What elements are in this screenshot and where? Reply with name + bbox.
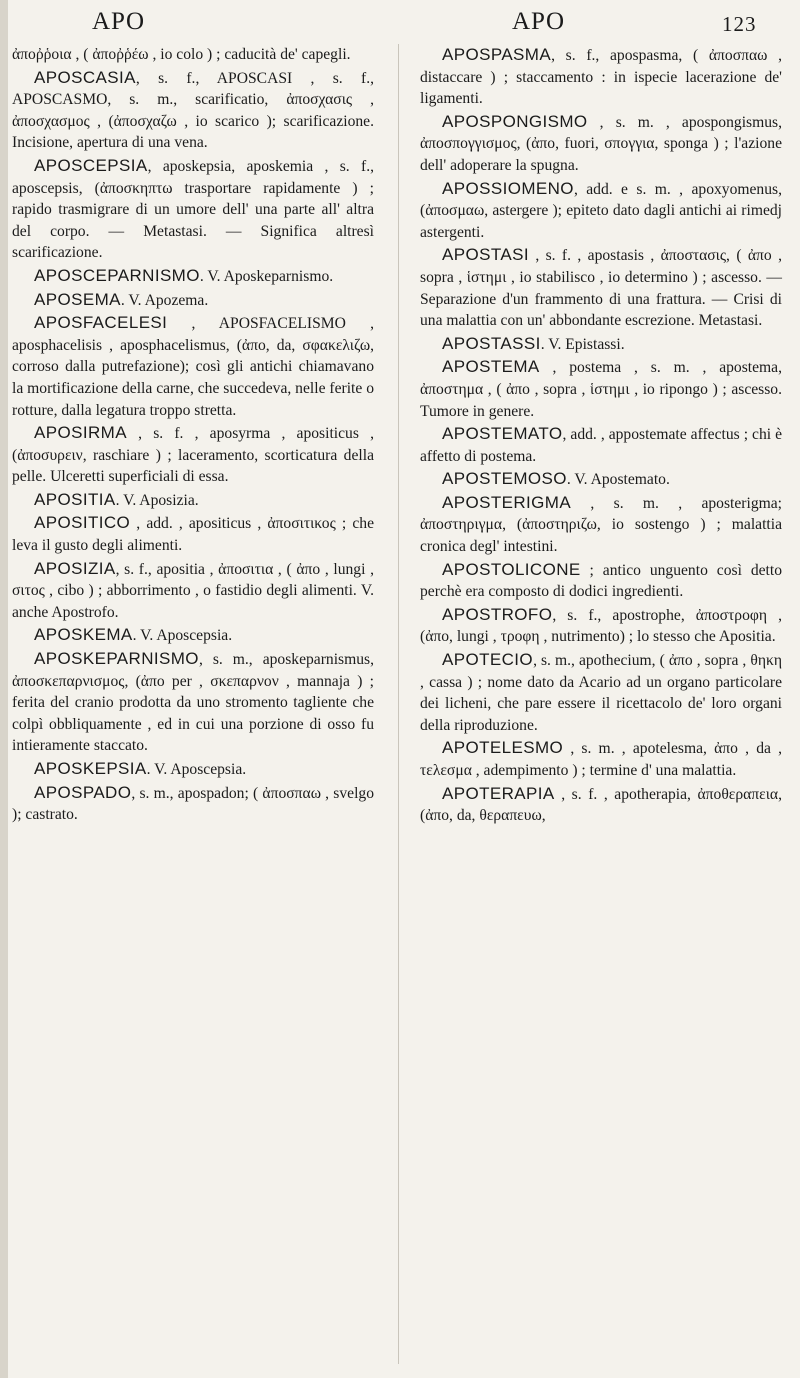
entry-lemma: APOSKEMA — [34, 625, 133, 645]
dictionary-entry — [12, 624, 374, 647]
dictionary-entry — [12, 558, 374, 624]
dictionary-entry — [420, 468, 782, 491]
dictionary-entry — [12, 648, 374, 757]
entry-lemma: APOTELESMO — [442, 738, 564, 758]
dictionary-entry — [12, 155, 374, 264]
dictionary-entry — [420, 356, 782, 422]
entry-lemma: APOSEMA — [34, 289, 121, 309]
entry-lemma: APOTECIO — [442, 650, 534, 670]
entry-definition: , s. m., apospadon; ( ἀποσπαω , svelgo ); castrato. — [12, 784, 374, 824]
dictionary-entry — [12, 312, 374, 421]
entry-lemma: APOSKEPARNISMO — [34, 649, 199, 669]
entry-lemma: APOSTEMOSO — [442, 469, 567, 489]
column-gutter — [398, 44, 399, 1364]
entry-definition: , s. m., aposkeparnismus, ἀποσκεπαρνισμος, (ἀπο per , σκεπαρνον , mannaja ) ; ferita del cranio prodotta da uno stromento tagliente che colpì obbliquamente , ed in cui una porzione di osso fu intieramente staccato. — [12, 651, 374, 755]
dictionary-entry — [420, 492, 782, 558]
dictionary-entry — [420, 244, 782, 331]
dictionary-entry — [12, 489, 374, 512]
right-column — [420, 44, 782, 828]
entry-definition: . V. Aposcepsia. — [146, 761, 247, 778]
entry-lemma: APOSITICO — [34, 513, 131, 533]
entry-lemma: APOSTASI — [442, 245, 529, 265]
entry-definition: , postema , s. m. , apostema, ἀποστημα , ( ἀπο , sopra , ἱστημι , io ripongo ) ; ascesso. Tumore in genere. — [420, 359, 782, 420]
entry-lemma: APOSPADO — [34, 782, 132, 802]
dictionary-entry — [420, 178, 782, 244]
entry-definition: , s. f. , apotherapia, ἀποθεραπεια, (ἀπο, da, θεραπευω, — [420, 785, 782, 825]
dictionary-entry — [420, 783, 782, 827]
dictionary-entry — [420, 423, 782, 467]
entry-definition: . V. Apostemato. — [566, 471, 670, 489]
entry-definition: , aposkepsia, aposkemia , s. f., aposcepsis, (ἀποσκηπτω trasportare rapidamente ) ; rapido trasmigrare di un umore dell' una parte all' altra del corpo. — Metastasi. — Significa altresì scarificazione. — [12, 157, 374, 262]
entry-lemma: APOSCEPSIA — [34, 155, 148, 175]
left-column — [12, 44, 374, 827]
entry-lemma: APOSPASMA — [442, 45, 552, 64]
page-edge — [0, 0, 8, 1378]
entry-lemma: APOSKEPSIA — [34, 759, 147, 778]
entry-definition: , s. m., apothecium, ( ἀπο , sopra , θηκη , cassa ) ; nome dato da Acario ad un organo particolare dei licheni, che pare essere il ricettacolo de' loro organi della riproduzione. — [420, 652, 782, 734]
entry-definition: . V. Apozema. — [120, 291, 209, 309]
entry-lemma: APOSIRMA — [34, 423, 127, 443]
dictionary-entry — [12, 289, 374, 312]
entry-lemma: APOSTASSI — [442, 333, 541, 353]
dictionary-entry — [12, 422, 374, 488]
entry-definition: , s. f., apospasma, ( ἀποσπαω , distaccare ) ; staccamento : in ispecie lacerazione de' ligamenti. — [420, 47, 782, 108]
dictionary-entry — [12, 782, 374, 826]
entry-lemma: APOSTEMA — [442, 357, 540, 377]
entry-lemma: APOSTOLICONE — [442, 559, 581, 579]
entry-lemma: APOSCEPARNISMO — [34, 265, 200, 285]
entry-definition: , s. f., APOSCASI , s. f., APOSCASMO, s. m., scarificatio, ἀποσχασις , ἀποσχασμος , (ἀποσχαζω , io scarico ); scarificazione. Incisione, apertura di una vena. — [12, 69, 374, 152]
entry-lemma: APOSTEMATO — [442, 424, 563, 444]
entry-lemma: APOTERAPIA — [442, 783, 555, 803]
entry-definition: . V. Aposizia. — [115, 491, 199, 509]
dictionary-entry — [12, 512, 374, 556]
page-number: 123 — [722, 12, 757, 36]
entry-definition: , add. e s. m. , apoxyomenus, (ἀποσμαω, astergere ); epiteto dato dagli antichi ai rimedj astergenti. — [420, 180, 782, 241]
entry-definition: . V. Aposcepsia. — [132, 627, 233, 645]
entry-lemma: APOSPONGISMO — [442, 111, 588, 131]
entry-definition: , s. m. , apospongismus, ἀποσπογγισμος, (ἀπο, fuori, σπογγια, sponga ) ; l'azione dell' adoperare la spugna. — [420, 113, 782, 174]
entry-definition: . V. Epistassi. — [540, 335, 625, 353]
dictionary-entry — [420, 44, 782, 110]
entry-lemma: APOSTROFO — [442, 604, 553, 624]
entry-definition: , s. f. , apostasis , ἀποστασις, ( ἀπο , sopra , ἱστημι , io stabilisco , io determino ) ; ascesso. — Separazione d'un frammento di una frattura. — Crisi di una malattia con un' abbondante escrezione. Metastasi. — [420, 247, 782, 330]
entry-definition: , s. f., apositia , ἀποσιτια , ( ἀπο , lungi , σιτος , cibo ) ; abborrimento , o fastidio degli alimenti. V. anche Apostrofo. — [12, 560, 374, 621]
entry-definition: , s. m. , aposterigma; ἀποστηριγμα, (ἀποστηριζω, io sostengo ) ; malattia cronica degl' intestini. — [420, 494, 782, 556]
entry-definition: , s. f., apostrophe, ἀποστροφη , (ἀπο, lungi , τροφη , nutrimento) ; lo stesso che Apositia. — [420, 606, 782, 646]
entry-lemma: APOSIZIA — [34, 558, 116, 578]
dictionary-entry — [420, 559, 782, 603]
entry-definition: ἀποῤῥοια , ( ἀποῤῥέω , io colo ) ; caducità de' capegli. — [12, 46, 351, 63]
entry-lemma: APOSITIA — [34, 489, 116, 509]
entry-definition: , add. , apositicus , ἀποσιτικος ; che leva il gusto degli alimenti. — [12, 515, 374, 555]
entry-definition: . V. Aposkeparnismo. — [199, 267, 334, 285]
entry-lemma: APOSCASIA — [34, 67, 136, 87]
entry-lemma: APOSSIOMENO — [442, 178, 574, 198]
dictionary-entry — [420, 604, 782, 648]
dictionary-entry — [12, 44, 374, 66]
entry-lemma: APOSFACELESI — [34, 313, 168, 333]
dictionary-entry — [12, 67, 374, 154]
running-header-right: APO — [512, 8, 566, 35]
dictionary-entry — [420, 649, 782, 736]
entry-definition: , s. m. , apotelesma, ἀπο , da , τελεσμα , adempimento ) ; termine d' una malattia. — [420, 740, 782, 779]
entry-definition: , add. , appostemate affectus ; chi è affetto di postema. — [420, 426, 782, 465]
dictionary-entry — [12, 265, 374, 288]
entry-definition: , APOSFACELISMO , aposphacelisis , aposphacelismus, (ἀπο, da, σφακελιζω, corroso dalla putrefazione); così gli antichi chiamavano la mortificazione della carne, che succedeva, nelle ferite o rotture, dalla legatura troppo stretta. — [12, 315, 374, 419]
dictionary-entry — [420, 111, 782, 177]
running-header-left: APO — [92, 8, 146, 35]
entry-definition: ; antico unguento così detto perchè era composto di dodici ingredienti. — [420, 561, 782, 601]
entry-definition: , s. f. , aposyrma , apositicus , (ἀποσυρειν, raschiare ) ; laceramento, scorticatura della pelle. Ulceretti superficiali di essa. — [12, 425, 374, 486]
dictionary-entry — [12, 758, 374, 781]
entry-lemma: APOSTERIGMA — [442, 492, 572, 512]
dictionary-entry — [420, 333, 782, 356]
dictionary-entry — [420, 737, 782, 781]
